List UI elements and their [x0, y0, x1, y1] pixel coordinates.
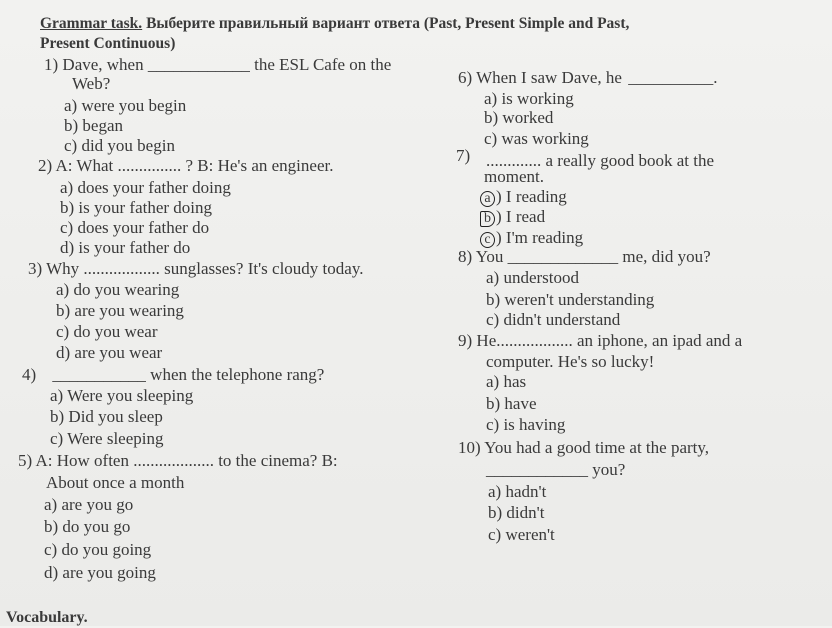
option: c) Were sleeping: [50, 429, 164, 448]
option: [480, 187, 567, 207]
question-7-number: 7): [456, 146, 471, 165]
option: b) do you go: [44, 517, 131, 536]
option: c) do you wear: [56, 322, 158, 341]
answer-blank: ____________: [147, 55, 250, 74]
question-1-continued: Web?: [72, 74, 111, 93]
answer-blank: ___________: [52, 365, 146, 384]
option: d) is your father do: [60, 238, 191, 257]
circled-letter-c: c: [480, 232, 495, 248]
option: a) understood: [486, 268, 580, 287]
option: b) didn't: [488, 503, 545, 522]
option: c) is having: [486, 415, 566, 434]
option-text: ) I reading: [496, 187, 567, 206]
question-7-continued: moment.: [484, 167, 544, 186]
option: [480, 207, 545, 227]
question-4-text: when the telephone rang?: [150, 365, 325, 384]
option: a) were you begin: [64, 96, 187, 115]
question-5: 5) A: How often ................... to the cinema? B:: [18, 451, 338, 470]
question-4: [22, 365, 324, 385]
question-6: [458, 68, 717, 88]
question-1-start: 1) Dave, when: [44, 55, 144, 74]
question-1: [44, 55, 391, 75]
question-7-text: ............. a really good book at the: [486, 151, 715, 170]
task-title: [40, 14, 629, 34]
option: b) worked: [484, 108, 554, 127]
vocabulary-heading: Vocabulary.: [6, 609, 88, 626]
option: c) was working: [484, 129, 589, 148]
question-6-text: 6) When I saw Dave, he: [458, 68, 622, 87]
question-8: [458, 247, 711, 267]
circled-letter-a: a: [480, 191, 495, 207]
question-4-number: 4): [22, 365, 37, 384]
option: b) have: [486, 394, 537, 413]
option: b) Did you sleep: [50, 407, 163, 426]
option: b) weren't understanding: [486, 290, 655, 309]
question-8-text: 8) You: [458, 247, 504, 266]
question-10-end: you?: [592, 460, 626, 479]
option: d) are you wear: [56, 343, 163, 362]
option: c) didn't understand: [486, 310, 621, 329]
option: [480, 228, 583, 248]
question-8-end: me, did you?: [622, 247, 711, 266]
answer-blank: __________: [628, 68, 714, 87]
option: b) are you wearing: [56, 301, 184, 320]
circled-letter-b: b: [480, 211, 495, 227]
option: d) are you going: [44, 563, 156, 582]
question-10: 10) You had a good time at the party,: [458, 438, 710, 457]
option: c) does your father do: [60, 218, 210, 237]
option: a) do you wearing: [56, 280, 180, 299]
question-1-end: the ESL Cafe on the: [254, 55, 392, 74]
option: a) are you go: [44, 495, 134, 514]
option: c) did you begin: [64, 136, 175, 155]
question-9-continued: computer. He's so lucky!: [486, 352, 655, 371]
option-text: ) I'm reading: [496, 228, 584, 247]
option: c) do you going: [44, 540, 152, 559]
option: c) weren't: [488, 525, 555, 544]
option: a) is working: [484, 89, 574, 108]
option: a) does your father doing: [60, 178, 231, 197]
question-5-continued: About once a month: [46, 473, 185, 492]
option-text: ) I read: [496, 207, 546, 226]
option: a) hadn't: [488, 482, 547, 501]
option: a) has: [486, 372, 527, 391]
answer-blank: ____________: [486, 460, 588, 479]
task-title-instructions: Выберите правильный вариант ответа (Past, Present Simple and Past,: [146, 15, 630, 32]
answer-blank: _____________: [507, 247, 619, 266]
option: b) began: [64, 116, 124, 135]
question-6-end: .: [713, 68, 718, 87]
task-title-continued: Present Continuous): [40, 35, 176, 52]
task-title-lead: Grammar task.: [40, 15, 143, 32]
question-2: 2) A: What ............... ? B: He's an engineer.: [38, 156, 334, 175]
option: b) is your father doing: [60, 198, 213, 217]
option: a) Were you sleeping: [50, 386, 194, 405]
question-10-continued: [486, 460, 625, 480]
question-9: 9) He.................. an iphone, an ipad and a: [458, 331, 743, 350]
question-3: 3) Why .................. sunglasses? It's cloudy today.: [28, 259, 364, 278]
